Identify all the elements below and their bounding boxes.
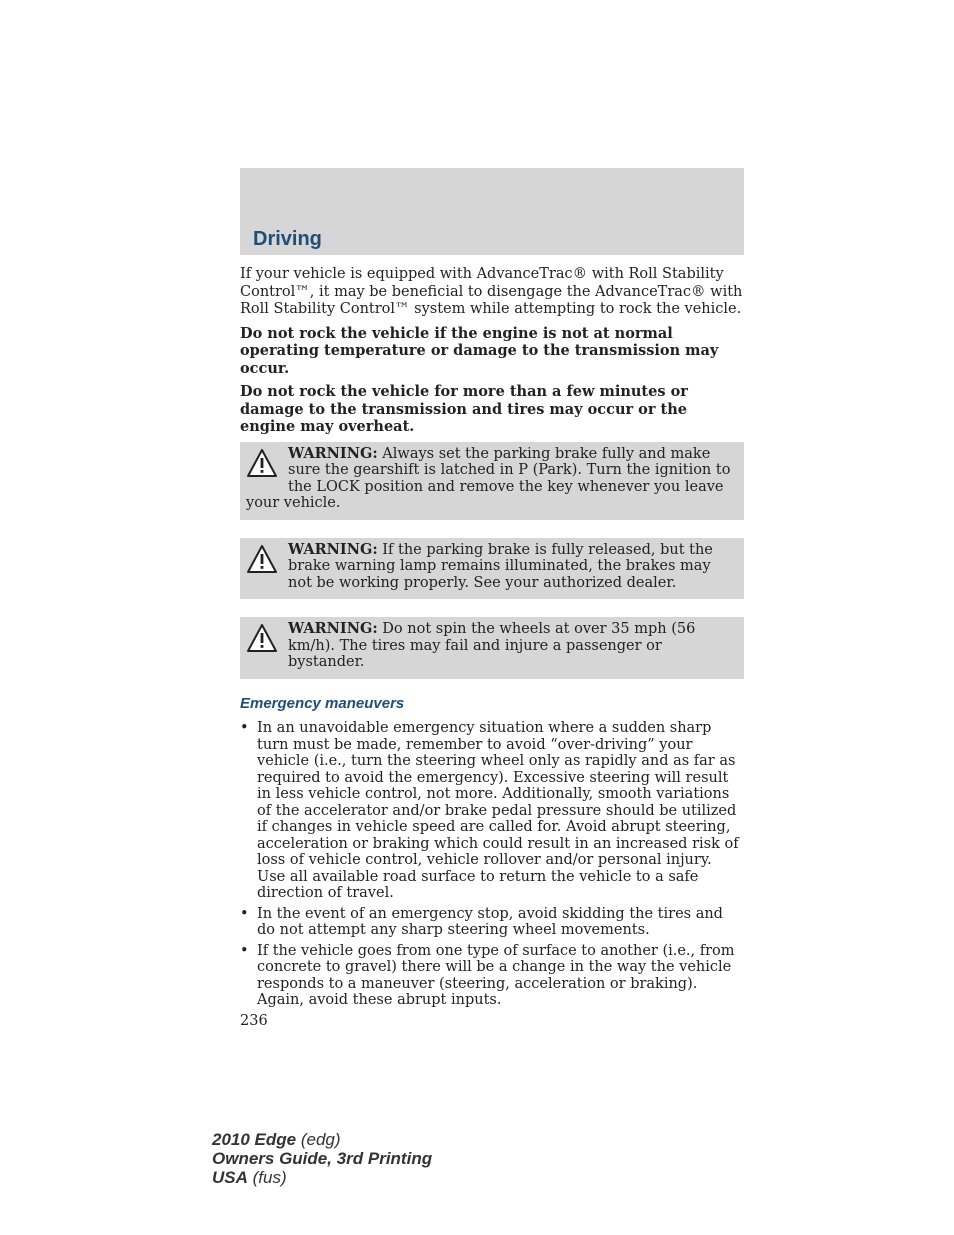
page-content: [240, 266, 744, 1030]
warning-triangle-icon: [246, 544, 280, 576]
warning-text: If the parking brake is fully released, but the brake warning lamp remains illuminated, the brakes may not be working properly. See your authorized dealer.: [288, 541, 713, 591]
footer-guide-edition: Owners Guide, 3rd Printing: [212, 1149, 433, 1168]
warning-label: WARNING:: [288, 540, 378, 558]
document-footer: [212, 1130, 432, 1187]
list-item-text: In the event of an emergency stop, avoid skidding the tires and do not attempt any sharp steering wheel movements.: [257, 905, 723, 938]
list-item: [240, 943, 744, 1009]
warning-triangle-icon: [246, 448, 280, 480]
emergency-bullet-list: [240, 720, 744, 1009]
page-number: 236: [240, 1012, 268, 1029]
warning-box-brake-lamp: [240, 538, 744, 600]
footer-model: 2010 Edge: [212, 1130, 297, 1149]
footer-market: USA: [212, 1168, 248, 1187]
subsection-heading: Emergency maneuvers: [240, 694, 405, 712]
section-title: Driving: [253, 228, 322, 250]
bullet-marker: •: [240, 905, 249, 922]
list-item: [240, 720, 744, 902]
warning-box-wheel-spin: [240, 617, 744, 679]
footer-model-code: (edg): [300, 1130, 341, 1149]
footer-line-market: [212, 1168, 432, 1187]
warning-text: Always set the parking brake fully and make sure the gearshift is latched in P (Park). Turn the ignition to the LOCK position and remove the key whenever you leave your vehicle.: [246, 445, 731, 511]
footer-market-code: (fus): [252, 1168, 287, 1187]
warning-text: Do not spin the wheels at over 35 mph (56 km/h). The tires may fail and injure a passenger or bystander.: [288, 621, 696, 670]
footer-line-model: [212, 1130, 432, 1149]
list-item-text: In an unavoidable emergency situation where a sudden sharp turn must be made, remember to avoid “over-driving” your vehicle (i.e., turn the steering wheel only as rapidly and as far as required to avoid the emergency). Excessive steering will result in less vehicle control, not more. Additionally, smooth variations of the accelerator and/or brake pedal pressure should be utilized if changes in vehicle speed are called for. Avoid abrupt steering, acceleration or braking which could result in an increased risk of loss of vehicle control, vehicle rollover and/or personal injury. Use all available road surface to return the vehicle to a safe direction of travel.: [257, 720, 739, 901]
intro-paragraph: If your vehicle is equipped with AdvanceTrac® with Roll Stability Control™, it may be beneficial to disengage the AdvanceTrac® with Roll Stability Control™ system while attempting to rock the vehicle.: [240, 266, 743, 317]
list-item-text: If the vehicle goes from one type of surface to another (i.e., from concrete to gravel) there will be a change in the way the vehicle responds to a maneuver (steering, acceleration or braking). Again, avoid these abrupt inputs.: [257, 942, 735, 1008]
bullet-marker: •: [240, 942, 249, 959]
warning-label: WARNING:: [288, 444, 378, 462]
caution-paragraph-temperature: Do not rock the vehicle if the engine is not at normal operating temperature or damage to the transmission may occur.: [240, 324, 719, 377]
warning-triangle-icon: [246, 623, 280, 655]
section-header-band: [240, 168, 744, 255]
bullet-marker: •: [240, 720, 249, 736]
list-item: [240, 906, 744, 939]
warning-label: WARNING:: [288, 620, 378, 637]
warning-box-parking: [240, 442, 744, 520]
caution-paragraph-duration: Do not rock the vehicle for more than a few minutes or damage to the transmission and tires may occur or the engine may overheat.: [240, 383, 688, 435]
